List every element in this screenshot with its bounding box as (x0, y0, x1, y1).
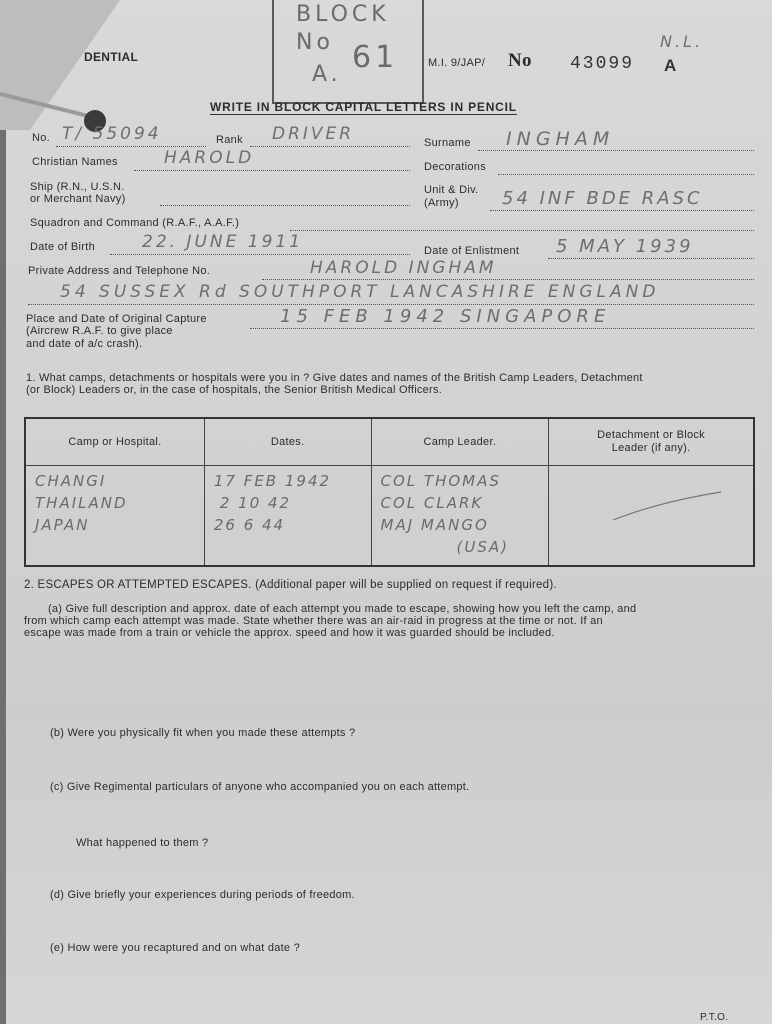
christian-names-value: HAROLD (164, 148, 255, 168)
christian-names-line (134, 170, 410, 171)
capture-label-2: (Aircrew R.A.F. to give place (26, 325, 173, 337)
unit-label-2: (Army) (424, 197, 459, 209)
number-sign: No (508, 50, 532, 71)
leader-entry: COL THOMAS (380, 472, 501, 490)
date-entry: 26 6 44 (213, 516, 286, 534)
leader-entry: (USA) (456, 538, 509, 556)
ship-label-1: Ship (R.N., U.S.N. (30, 181, 125, 193)
squadron-line (290, 230, 754, 231)
address-line-2 (28, 304, 754, 305)
dob-label: Date of Birth (30, 241, 96, 253)
camp-table-header (25, 418, 754, 466)
section2-a-line1: (a) Give full description and approx. date of each attempt you made to escape, showing how you left the camp, and (48, 603, 637, 615)
ship-label-2: or Merchant Navy) (30, 193, 126, 205)
section2-b: (b) Were you physically fit when you made these attempts ? (50, 727, 356, 739)
date-entry: 2 10 42 (219, 494, 292, 512)
surname-value: INGHAM (506, 128, 615, 150)
leader-entry: MAJ MANGO (380, 516, 489, 534)
form-code: M.I. 9/JAP/ (428, 57, 486, 69)
pencil-stroke (609, 486, 729, 526)
section1-line1: 1. What camps, detachments or hospitals were you in ? Give dates and names of the British Camp Leaders, Detachment (26, 372, 643, 384)
address-value-1: HAROLD INGHAM (310, 258, 497, 278)
block-stamp (272, 0, 424, 104)
pto-label: P.T.O. (700, 1012, 729, 1023)
stamp-line-a: A. (312, 62, 342, 87)
decorations-line (498, 174, 754, 175)
detachment-header: Detachment or Block Leader (if any). (549, 418, 754, 466)
address-value-2: 54 SUSSEX Rd SOUTHPORT LANCASHIRE ENGLAND (60, 282, 660, 302)
no-label: No. (32, 132, 51, 144)
form-suffix: A (664, 56, 677, 75)
camp-header: Camp or Hospital. (25, 418, 204, 466)
corner-handwriting: N.L. (660, 32, 704, 51)
camp-entry: JAPAN (35, 516, 90, 534)
capture-label-3: and date of a/c crash). (26, 338, 143, 350)
section2-c: (c) Give Regimental particulars of anyone who accompanied you on each attempt. (50, 781, 470, 793)
squadron-label: Squadron and Command (R.A.F., A.A.F.) (30, 217, 240, 229)
capture-line (250, 328, 754, 329)
section2-e: (e) How were you recaptured and on what date ? (50, 942, 300, 954)
enlistment-line (548, 258, 754, 259)
enlistment-label: Date of Enlistment (424, 245, 520, 257)
rank-value: DRIVER (272, 124, 355, 144)
camp-cell (25, 466, 204, 567)
surname-line (478, 150, 754, 151)
camp-entry: THAILAND (35, 494, 128, 512)
capture-value: 15 FEB 1942 SINGAPORE (280, 306, 611, 327)
leader-entry: COL CLARK (380, 494, 484, 512)
form-number: 43099 (570, 54, 635, 74)
no-value: T/ 55094 (62, 124, 162, 144)
section2-d: (d) Give briefly your experiences during periods of freedom. (50, 889, 355, 901)
stamp-block-number: 61 (352, 40, 399, 75)
date-entry: 17 FEB 1942 (213, 472, 332, 490)
no-line (56, 146, 206, 147)
dates-cell (204, 466, 371, 567)
unit-label-1: Unit & Div. (424, 184, 479, 196)
enlistment-value: 5 MAY 1939 (556, 236, 694, 257)
address-label: Private Address and Telephone No. (28, 265, 211, 277)
surname-label: Surname (424, 137, 471, 149)
rank-label: Rank (216, 134, 243, 146)
dob-line (110, 254, 410, 255)
unit-line (490, 210, 754, 211)
section2-a-line3: escape was made from a train or vehicle the approx. speed and how it was guarded should be included. (24, 627, 555, 639)
stamp-line-block: BLOCK (296, 2, 390, 27)
section2-a-line2: from which camp each attempt was made. State whether there was an air-raid in progress at the time or not. If an (24, 615, 603, 627)
rank-line (250, 146, 410, 147)
instruction-heading: WRITE IN BLOCK CAPITAL LETTERS IN PENCIL (210, 100, 517, 114)
leader-cell (371, 466, 549, 567)
address-line-1 (262, 279, 754, 280)
unit-value: 54 INF BDE RASC (502, 188, 703, 209)
christian-names-label: Christian Names (32, 156, 118, 168)
detachment-cell (549, 466, 754, 567)
capture-label-1: Place and Date of Original Capture (26, 313, 207, 325)
ship-line (160, 205, 410, 206)
stamp-line-no: No (296, 30, 334, 55)
section1-line2: (or Block) Leaders or, in the case of hospitals, the Senior British Medical Officers. (26, 384, 443, 396)
dates-header: Dates. (204, 418, 371, 466)
section2-c-follow: What happened to them ? (76, 837, 209, 849)
classification-label: DENTIAL (84, 50, 139, 64)
decorations-label: Decorations (424, 161, 486, 173)
dob-value: 22. JUNE 1911 (142, 232, 304, 252)
section2-title: 2. ESCAPES OR ATTEMPTED ESCAPES. (Additional paper will be supplied on request if required). (24, 579, 557, 591)
camp-entry: CHANGI (35, 472, 107, 490)
camp-table (24, 417, 755, 567)
table-row (25, 466, 754, 567)
leader-header: Camp Leader. (371, 418, 549, 466)
